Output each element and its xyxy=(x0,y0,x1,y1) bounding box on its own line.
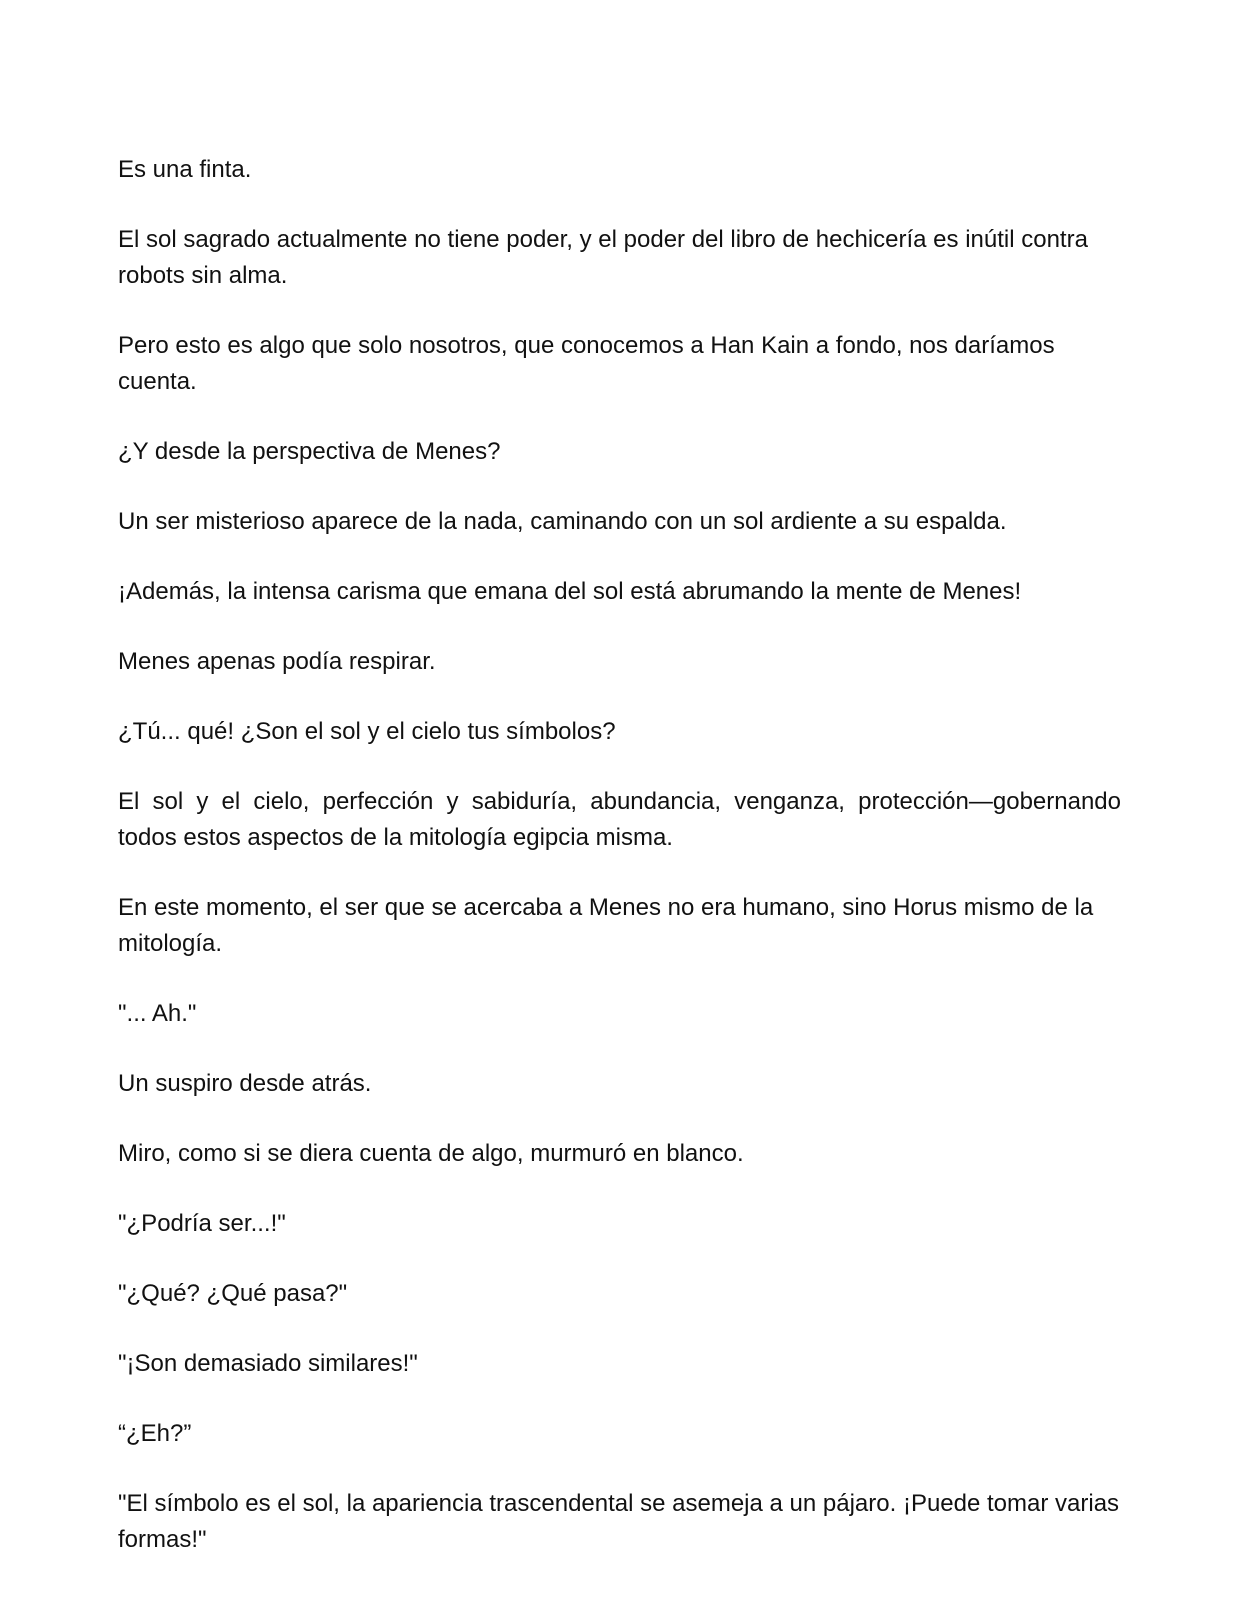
paragraph-17: “¿Eh?” xyxy=(118,1420,192,1447)
paragraph-12: Un suspiro desde atrás. xyxy=(118,1070,372,1097)
paragraph-1: Es una finta. xyxy=(118,156,252,183)
paragraph-3: Pero esto es algo que solo nosotros, que conocemos a Han Kain a fondo, nos daríamos cuenta. xyxy=(118,332,1055,395)
document-body xyxy=(118,152,1121,1592)
paragraph-16: "¡Son demasiado similares!" xyxy=(118,1350,418,1377)
paragraph-5: Un ser misterioso aparece de la nada, caminando con un sol ardiente a su espalda. xyxy=(118,508,1007,535)
paragraph-6: ¡Además, la intensa carisma que emana del sol está abrumando la mente de Menes! xyxy=(118,578,1022,605)
paragraph-11: "... Ah." xyxy=(118,1000,197,1027)
paragraph-18: "El símbolo es el sol, la apariencia trascendental se asemeja a un pájaro. ¡Puede tomar varias formas!" xyxy=(118,1490,1120,1553)
paragraph-10: En este momento, el ser que se acercaba a Menes no era humano, sino Horus mismo de la mitología. xyxy=(118,894,1094,957)
paragraph-15: "¿Qué? ¿Qué pasa?" xyxy=(118,1280,348,1307)
paragraph-7: Menes apenas podía respirar. xyxy=(118,648,436,675)
paragraph-8: ¿Tú... qué! ¿Son el sol y el cielo tus símbolos? xyxy=(118,718,616,745)
paragraph-9: El sol y el cielo, perfección y sabiduría, abundancia, venganza, protección—gobernando todos estos aspectos de la mitología egipcia misma. xyxy=(118,788,1121,851)
paragraph-14: "¿Podría ser...!" xyxy=(118,1210,286,1237)
paragraph-2: El sol sagrado actualmente no tiene poder, y el poder del libro de hechicería es inútil contra robots sin alma. xyxy=(118,226,1088,289)
paragraph-13: Miro, como si se diera cuenta de algo, murmuró en blanco. xyxy=(118,1140,744,1167)
paragraph-4: ¿Y desde la perspectiva de Menes? xyxy=(118,438,501,465)
